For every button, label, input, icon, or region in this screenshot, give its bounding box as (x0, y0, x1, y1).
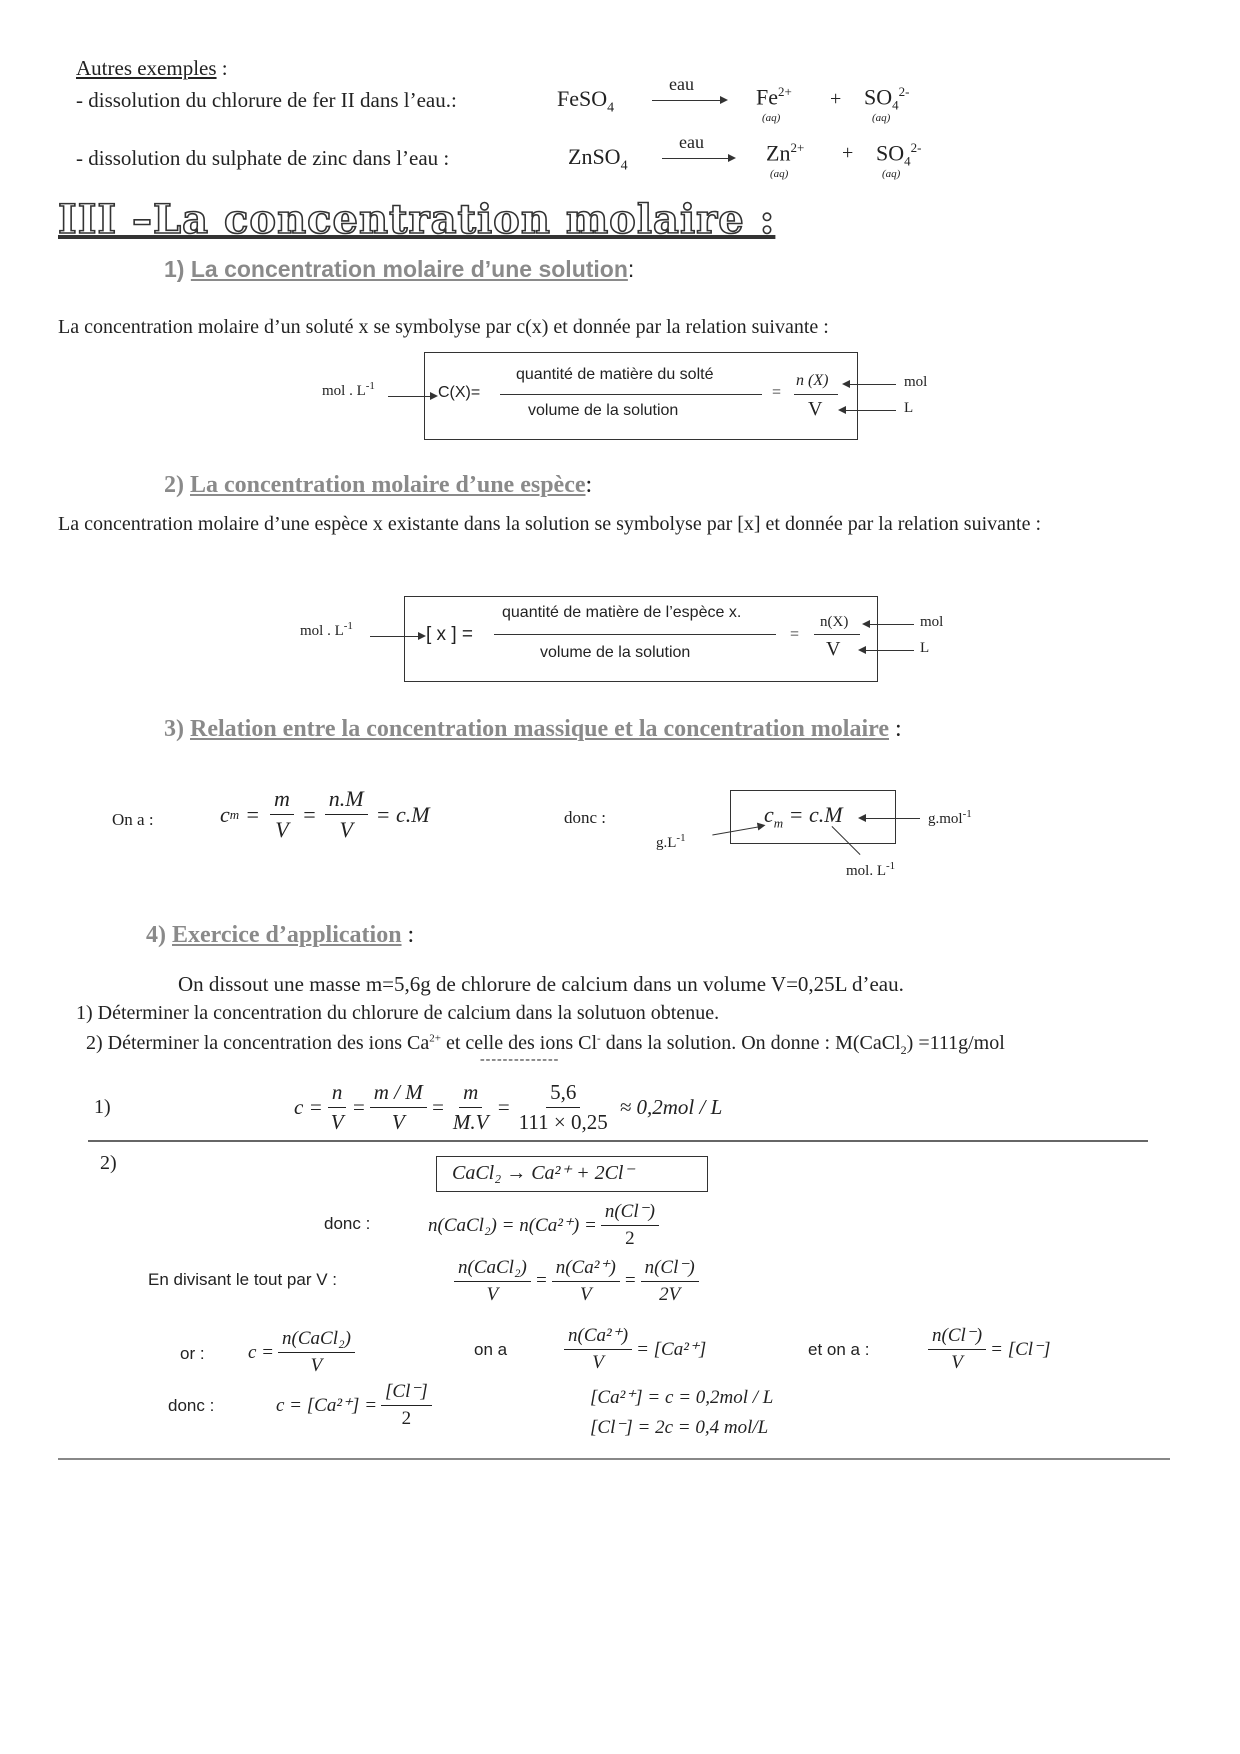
sub4-q1: 1) Déterminer la concentration du chlorure de calcium dans la solutuon obtenue. (76, 1002, 720, 1024)
sub1-text: La concentration molaire d’un soluté x se symbolyse par c(x) et donnée par la relation suivante : (58, 316, 829, 338)
sol2-or: or : (180, 1344, 205, 1363)
sub3-on-a: On a : (112, 810, 154, 829)
sol2-or-formula: c = $\frac{\text{n(CaCl₂)}}{V}$ (248, 1328, 359, 1377)
sub1-small-bar (794, 394, 838, 395)
sol1-formula: c = $\frac{n}{V}$ = $\frac{m / M}{V}$ = $\frac{m}{M.V}$ = $\frac{5,6}{111 \times 0,25}$ ≈ 0,2mol / L (294, 1080, 723, 1134)
sol2-result-ca: [Ca²⁺] = c = 0,2mol / L (590, 1387, 774, 1408)
sol1-label: 1) (94, 1096, 111, 1118)
bottom-rule (58, 1458, 1170, 1460)
aq-fe: (aq) (762, 112, 781, 124)
sub3-donc: donc : (564, 808, 607, 827)
sub4-statement: On dissout une masse m=5,6g de chlorure de calcium dans un volume V=0,25L d’eau. (178, 972, 904, 996)
sub2-nx: n(X) (820, 614, 849, 630)
sub4-dashes: -------------- (480, 1052, 560, 1067)
sub2-v: V (826, 638, 841, 660)
sub3-boxed-text: $c_m = c.M$ (764, 802, 843, 831)
sub1-denominator: volume de la solution (528, 402, 679, 419)
sub3-unit-moll: mol. $L^{-1}$ (846, 860, 896, 879)
reaction-arrow-1 (652, 100, 726, 101)
sub4-heading: 4) Exercice d’application : (146, 922, 415, 948)
aq-so4-2: (aq) (882, 168, 901, 180)
reactant-feso4: FeSO$_4$ (557, 86, 615, 116)
plus-2: + (842, 142, 854, 164)
sol2-donc: donc : (324, 1214, 371, 1233)
sub1-arrow-mol (844, 384, 896, 385)
sol2-on-a: on a (474, 1340, 508, 1359)
sol2-result-cl: [Cl⁻] = 2c = 0,4 mol/L (590, 1417, 769, 1438)
anion-so4-1: $SO_4^{2-}$ (864, 84, 910, 113)
sub2-numerator: quantité de matière de l’espèce x. (502, 604, 742, 621)
sub3-arrow-gmol (860, 818, 920, 819)
sub1-nx: n (X) (796, 372, 829, 389)
sub1-arrow-l (840, 410, 896, 411)
sub1-unit-mol: mol (904, 374, 928, 390)
solvent-label-1: eau (669, 74, 694, 94)
sol2-cl-formula: $\frac{n(Cl^-)}{V}$ = [Cl⁻] (924, 1324, 1050, 1374)
examples-heading: Autres exemples : (76, 56, 228, 80)
sub2-unit-l: L (920, 640, 930, 656)
cation-zn: $Zn^{2+}$ (766, 140, 805, 166)
sub1-v: V (808, 398, 823, 420)
sub1-unit-l: L (904, 400, 914, 416)
solvent-label-2: eau (679, 132, 704, 152)
reactant-znso4: ZnSO$_4$ (568, 144, 628, 174)
section-title: III –La concentration molaire : (58, 196, 776, 243)
sol2-donc-line: n(CaCl₂) = n(Ca²⁺) = $\frac{n(Cl^-)}{2}$ (428, 1200, 663, 1250)
sub3-unit-gl: $g.L^{-1}$ (656, 832, 686, 851)
sub2-heading: 2) La concentration molaire d’une espèce: (164, 472, 593, 498)
sub4-q2: 2) Déterminer la concentration des ions $Ca^{2+}$ et celle des ions Cl- dans la solution. On donne : M(CaCl$_2$) =111g/mol (86, 1032, 1005, 1057)
sub1-lhs: C(X)= (438, 384, 481, 401)
sub2-text: La concentration molaire d’une espèce x existante dans la solution se symbolyse par [x] et donnée par la relation suivante : (58, 513, 1041, 535)
sub2-lhs: [ x ] = (426, 624, 473, 645)
sub1-unit-left: mol . $L^{-1}$ (322, 380, 375, 399)
sol2-label: 2) (100, 1152, 117, 1174)
sub2-denominator: volume de la solution (540, 644, 691, 661)
example-line-2: - dissolution du sulphate de zinc dans l’eau : (76, 146, 450, 170)
sol2-ca-formula: $\frac{\text{n(Ca²⁺)}}{V}$ = [Ca²⁺] (560, 1324, 706, 1374)
aq-zn: (aq) (770, 168, 789, 180)
cation-fe: $Fe^{2+}$ (756, 84, 792, 110)
sol1-separator (88, 1140, 1148, 1142)
sub1-heading: 1) La concentration molaire d’une solution: (164, 256, 635, 282)
plus-1: + (830, 88, 842, 110)
sub3-heading: 3) Relation entre la concentration massique et la concentration molaire : (164, 716, 902, 742)
sub2-unit-left: mol . $L^{-1}$ (300, 620, 353, 639)
sub3-unit-gmol: g.mol$^{-1}$ (928, 808, 972, 827)
sub2-small-bar (814, 634, 860, 635)
sol2-divisant: En divisant le tout par V : (148, 1270, 337, 1289)
sol2-reaction: CaCl₂ → Ca²⁺ + 2Cl⁻ (452, 1162, 635, 1184)
sub1-numerator: quantité de matière du solté (516, 366, 714, 383)
anion-so4-2: $SO_4^{2-}$ (876, 140, 922, 169)
sub3-formula: c m = $\frac{m}{V}$ = $\frac{n.M}{V}$ = c.M (220, 786, 430, 842)
sub2-arrow-l (860, 650, 914, 651)
sub1-fraction-bar (500, 394, 762, 395)
sol2-divisant-line: $\frac{\text{n(CaCl₂)}}{V}$ = $\frac{\text{n(Ca²⁺)}}{V}$ = $\frac{n(Cl^-)}{2V}$ (450, 1256, 703, 1306)
reaction-arrow-2 (662, 158, 734, 159)
sol2-c-ca: c = [Ca²⁺] = $\frac{[Cl^-]}{2}$ (276, 1380, 436, 1430)
sub2-eq: = (790, 626, 800, 643)
sol2-donc2: donc : (168, 1396, 215, 1415)
sol2-et-on-a: et on a : (808, 1340, 870, 1359)
sub2-arrow-mol (864, 624, 914, 625)
sub2-fraction-bar (494, 634, 776, 635)
sub2-unit-mol: mol (920, 614, 944, 630)
example-line-1: - dissolution du chlorure de fer II dans l’eau.: (76, 88, 457, 112)
aq-so4-1: (aq) (872, 112, 891, 124)
sub1-eq: = (772, 384, 782, 401)
